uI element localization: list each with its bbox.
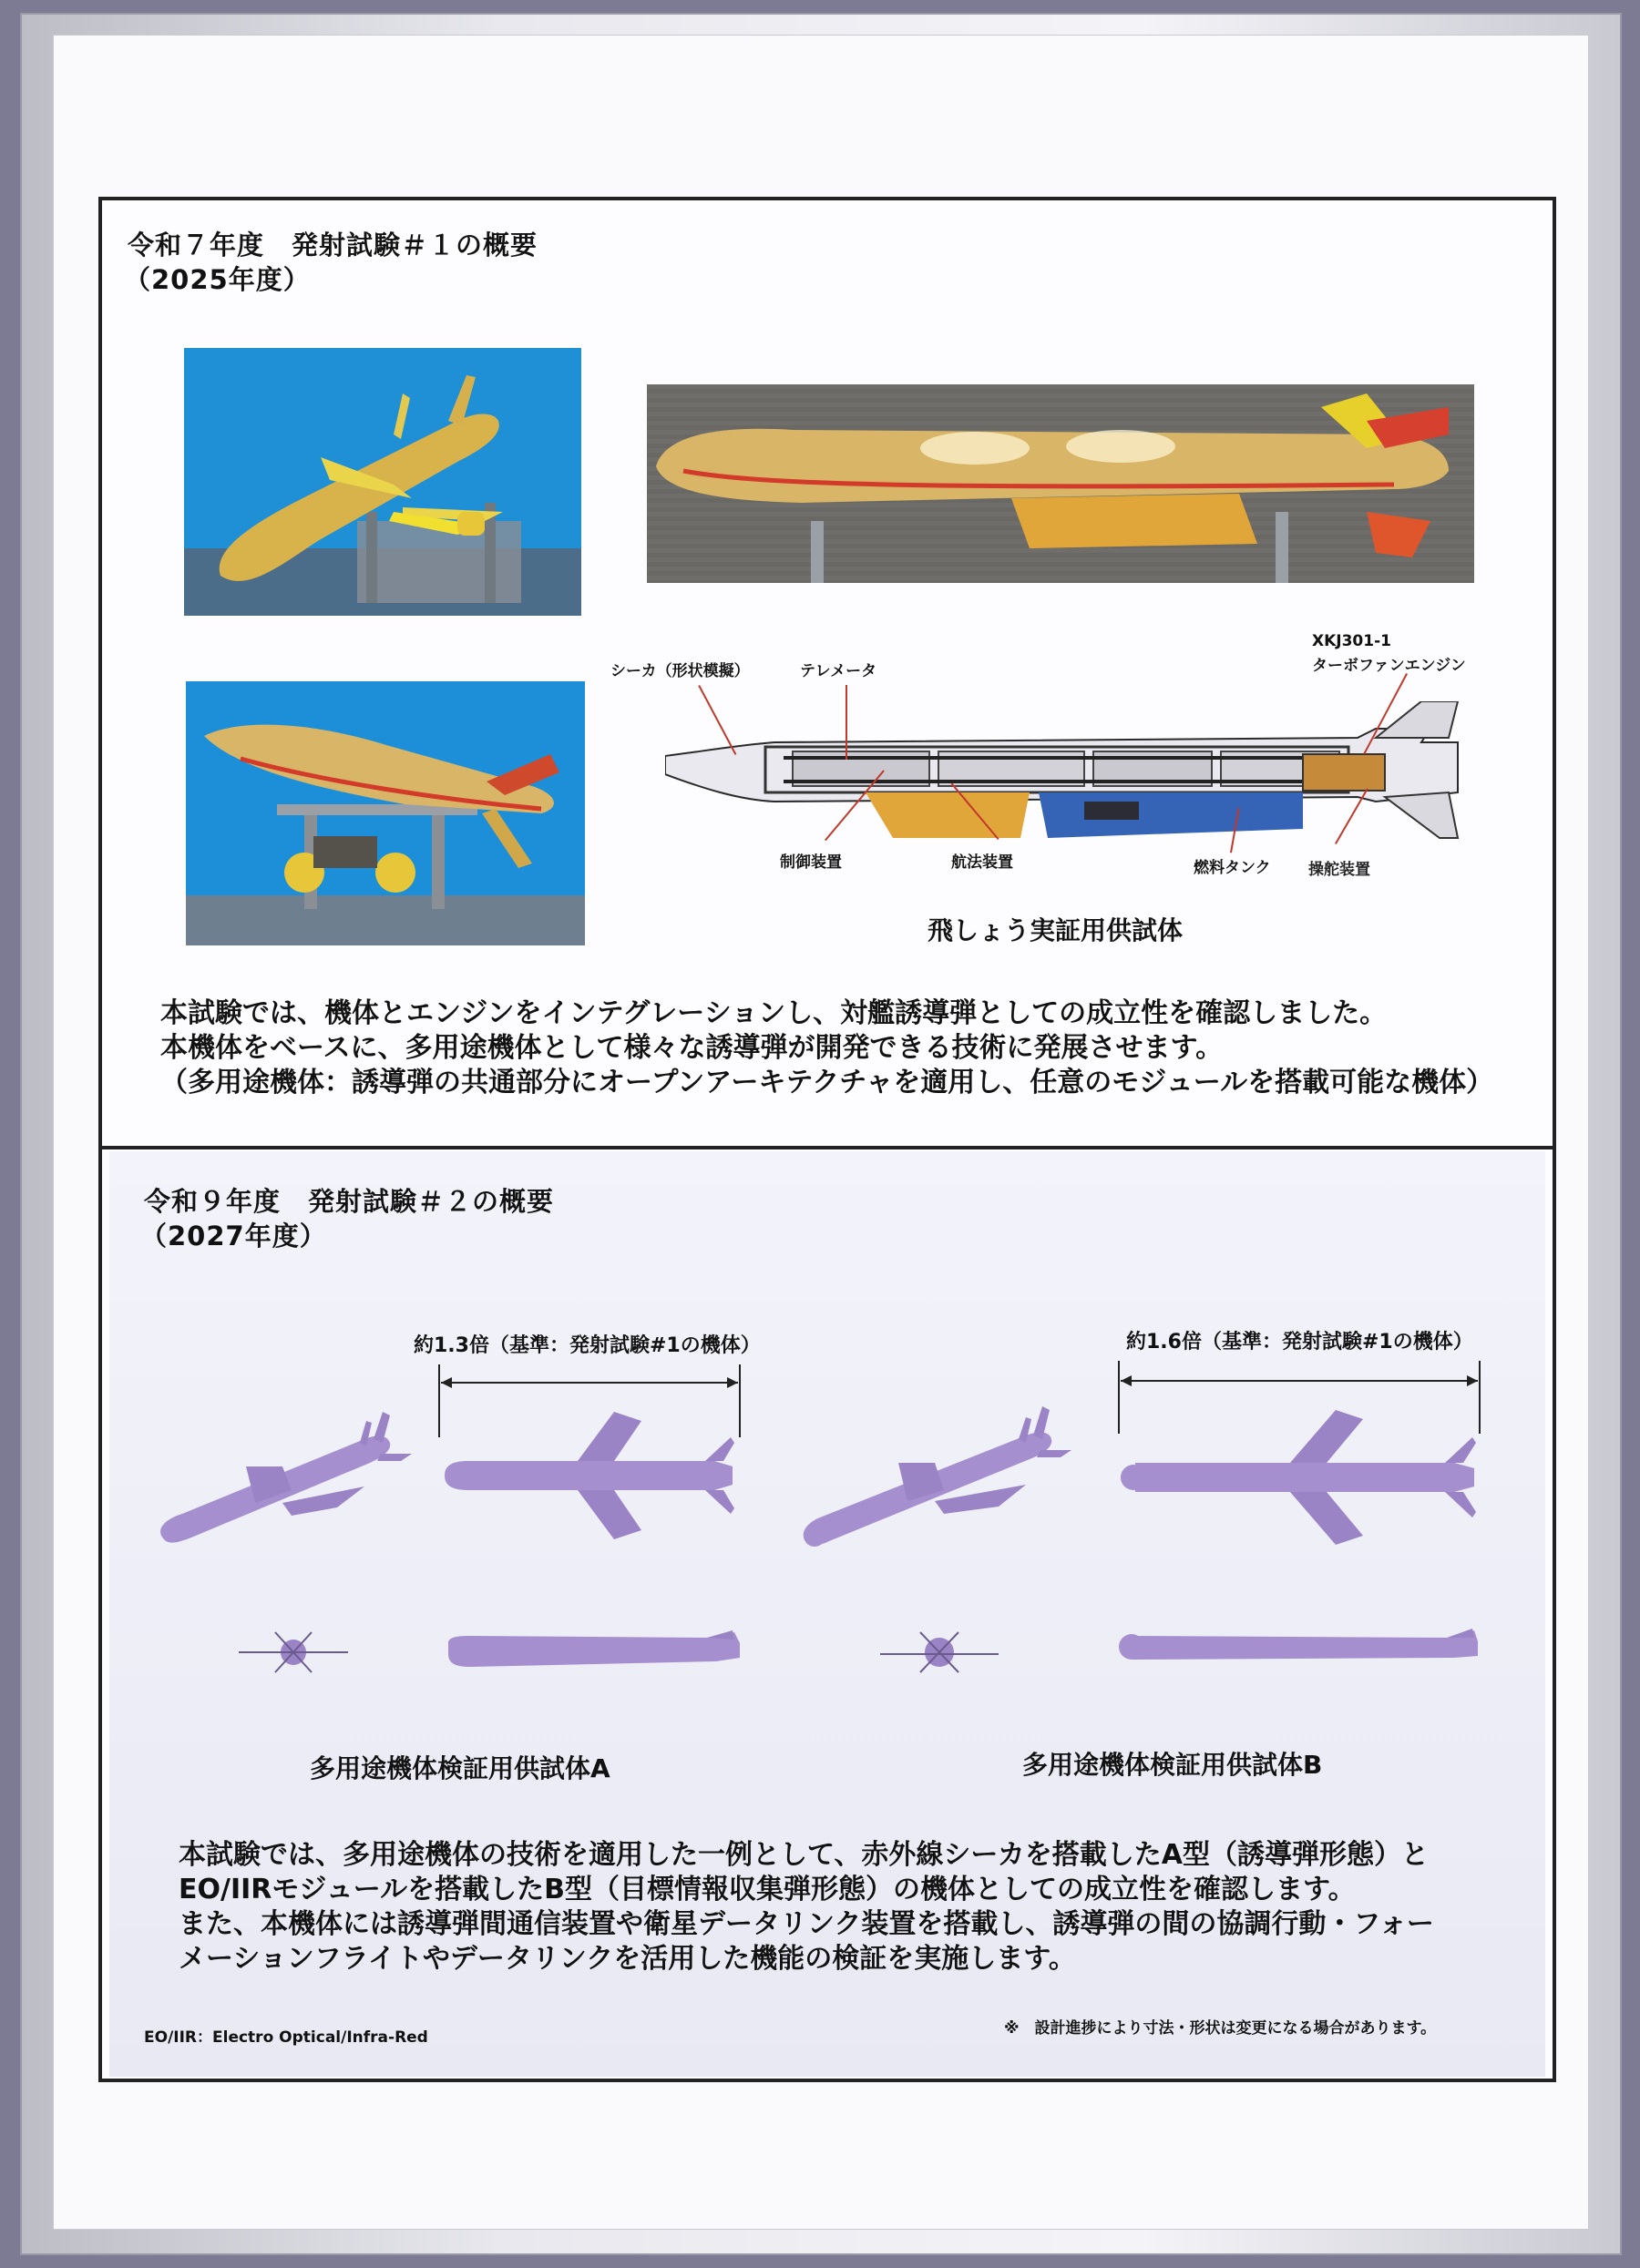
variant-b-top-model bbox=[1117, 1410, 1481, 1552]
label-navigation: 航法装置 bbox=[951, 853, 1013, 872]
variant-a-front-model bbox=[239, 1627, 348, 1678]
photo-missile-rear-oblique bbox=[186, 681, 585, 945]
label-fuel-tank: 燃料タンク bbox=[1194, 859, 1271, 877]
section1-body-line-3: （多用途機体：誘導弾の共通部分にオープンアーキテクチャを適用し、任意のモジュールを搭載可能な機体） bbox=[160, 1067, 1494, 1098]
variant-b-caption: 多用途機体検証用供試体B bbox=[1022, 1750, 1323, 1780]
section1-title: 令和７年度 発射試験＃１の概要 bbox=[128, 230, 538, 261]
diagram-caption: 飛しょう実証用供試体 bbox=[928, 915, 1184, 945]
variant-a-side-model bbox=[443, 1630, 743, 1672]
leader-telemeter bbox=[846, 685, 847, 760]
variant-b-oblique-model bbox=[798, 1399, 1077, 1554]
section1-year: （2025年度） bbox=[124, 264, 311, 295]
photo-missile-oblique-front bbox=[184, 348, 581, 616]
footnote-design-disclaimer: ※ 設計進捗により寸法・形状は変更になる場合があります。 bbox=[1004, 2019, 1437, 2038]
footnote-eo-iir: EO/IIR：Electro Optical/Infra-Red bbox=[144, 2028, 428, 2047]
section-divider bbox=[98, 1146, 1556, 1149]
variant-a-caption: 多用途機体検証用供試体A bbox=[310, 1753, 610, 1783]
section2-body-line-3: また、本機体には誘導弾間通信装置や衛星データリンク装置を搭載し、誘導弾の間の協調行動・フォー bbox=[179, 1908, 1434, 1940]
section2-body-line-2: EO/IIRモジュールを搭載したB型（目標情報収集弾形態）の機体としての成立性を確認します。 bbox=[179, 1874, 1356, 1905]
label-seeker: シーカ（形状模擬） bbox=[610, 662, 750, 680]
variant-a-dimension-label: 約1.3倍（基準：発射試験#1の機体） bbox=[414, 1334, 761, 1357]
section1-body-line-1: 本試験では、機体とエンジンをインテグレーションし、対艦誘導弾としての成立性を確認しました。 bbox=[160, 997, 1388, 1029]
section2-title: 令和９年度 発射試験＃２の概要 bbox=[144, 1186, 555, 1217]
section1-body-line-2: 本機体をベースに、多用途機体として様々な誘導弾が開発できる技術に発展させます。 bbox=[160, 1032, 1224, 1064]
section2-body-line-1: 本試験では、多用途機体の技術を適用した一例として、赤外線シーカを搭載したA型（誘導弾形態）と bbox=[179, 1839, 1430, 1871]
variant-a-oblique-model bbox=[155, 1403, 419, 1548]
variant-b-side-model bbox=[1117, 1627, 1481, 1669]
label-engine-model: XKJ301-1 bbox=[1312, 632, 1391, 650]
variant-b-front-model bbox=[880, 1627, 999, 1678]
label-actuator: 操舵装置 bbox=[1308, 861, 1370, 879]
section2-body-line-4: メーションフライトやデータリンクを活用した機能の検証を実施します。 bbox=[179, 1943, 1076, 1975]
label-engine-type: ターボファンエンジン bbox=[1312, 657, 1466, 675]
variant-b-dimension-label: 約1.6倍（基準：発射試験#1の機体） bbox=[1126, 1331, 1473, 1354]
photo-missile-side-view bbox=[647, 384, 1474, 583]
section2-year: （2027年度） bbox=[140, 1221, 327, 1251]
cutaway-diagram bbox=[665, 701, 1467, 856]
label-control: 制御装置 bbox=[780, 853, 842, 872]
label-telemeter: テレメータ bbox=[800, 662, 877, 680]
variant-a-top-model bbox=[441, 1412, 742, 1548]
